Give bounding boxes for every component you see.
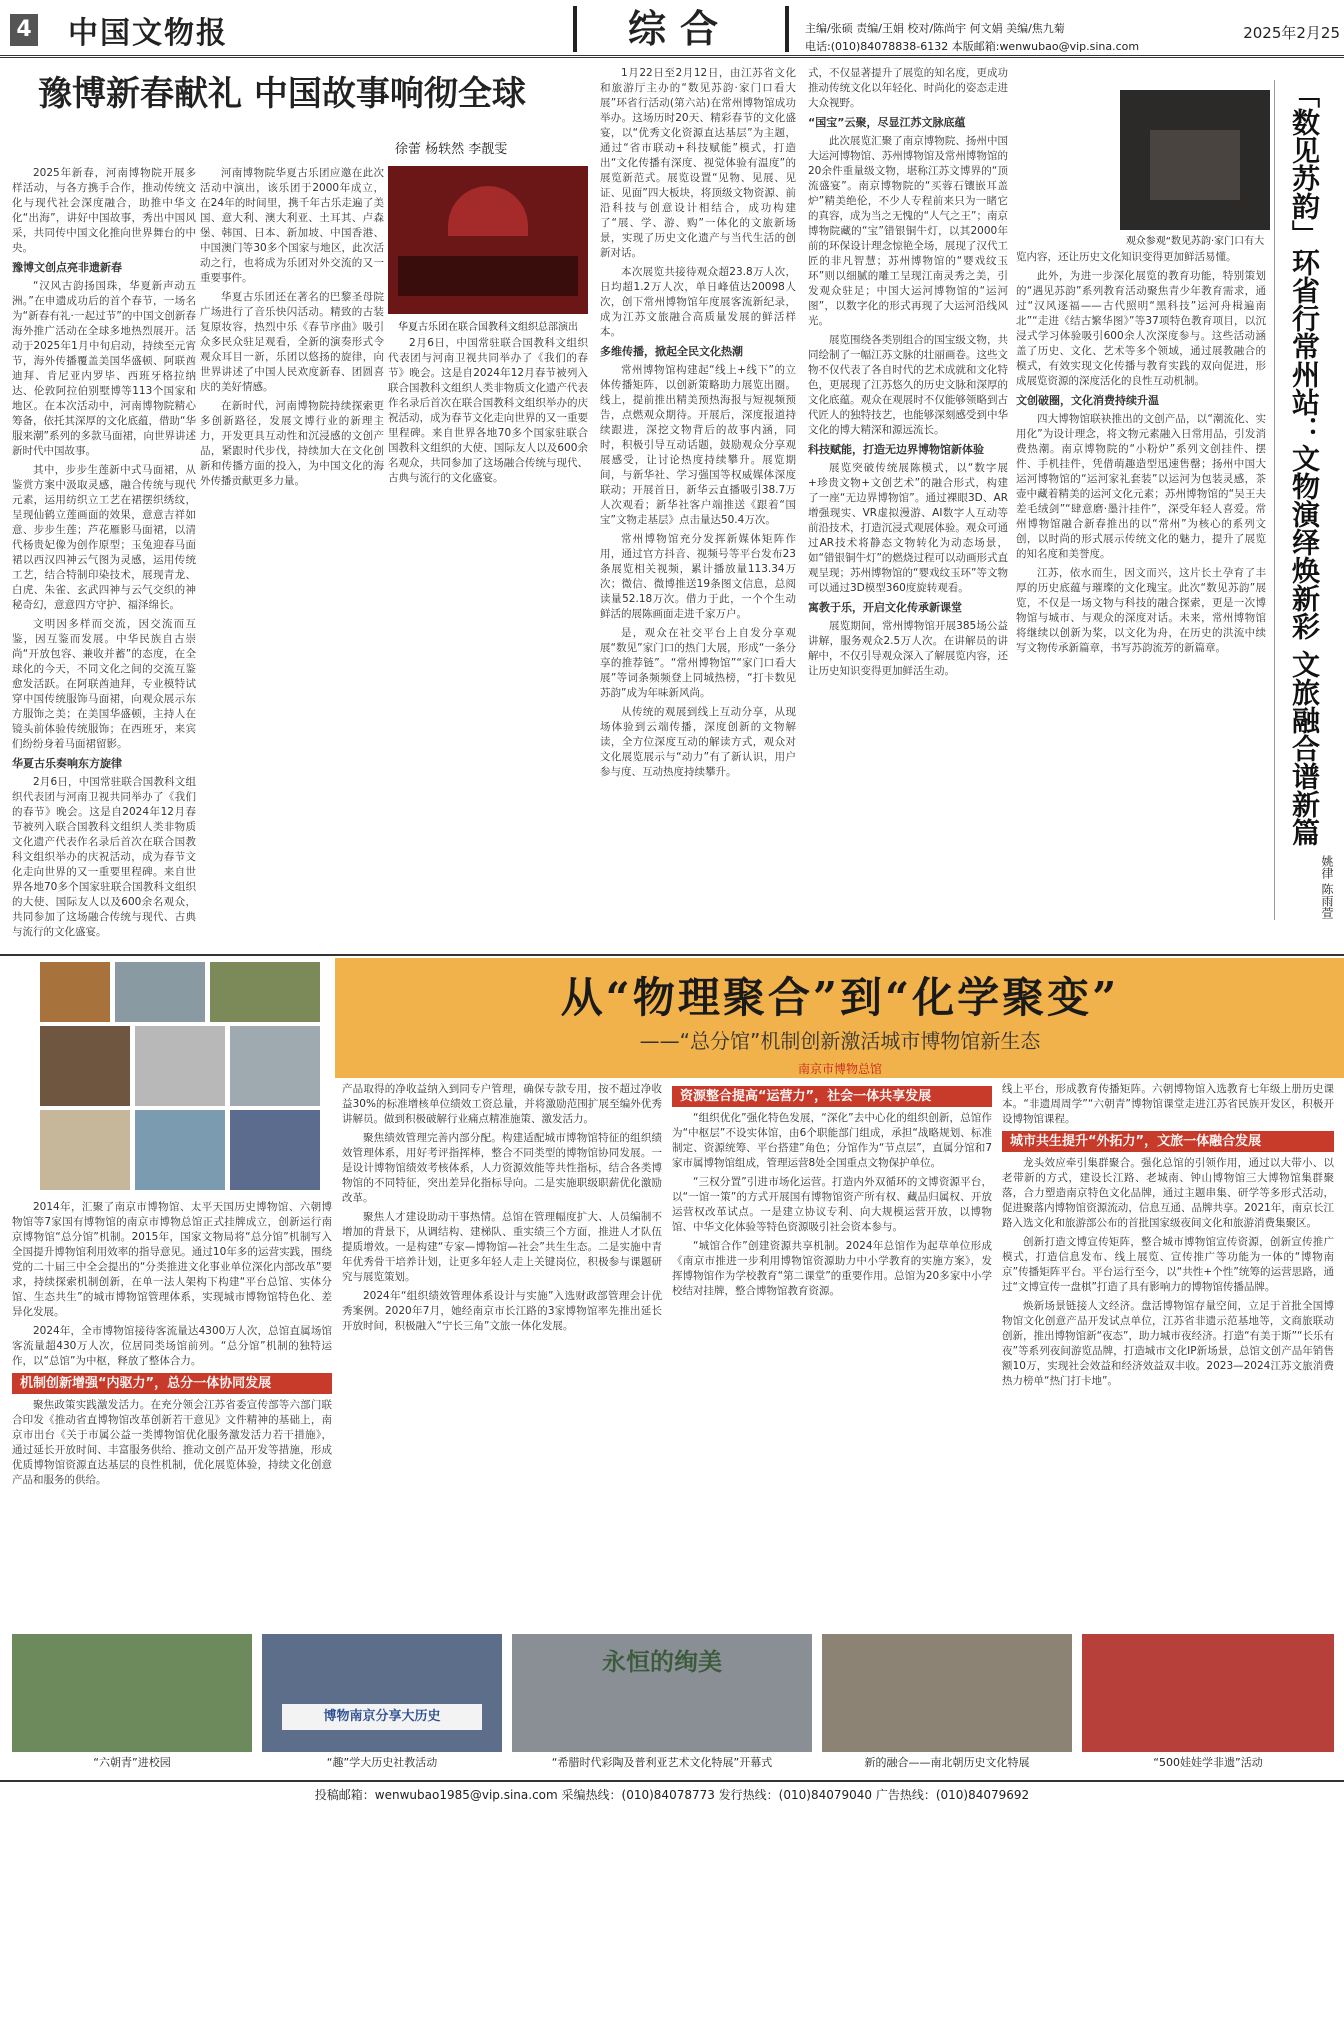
paper-name: 中国文物报 xyxy=(68,16,228,48)
divider xyxy=(573,6,577,52)
divider xyxy=(785,6,789,52)
paragraph: 此次展览汇聚了南京博物院、扬州中国大运河博物馆、苏州博物馆及常州博物馆的20余件重量级文物，堪称江苏文博界的“顶流盛宴”。南京博物院的“买蓉石镶嵌耳盖炉”精美绝伦，不少人专程前来只为一睹它的真容，成为当之无愧的“人气之王”；南京博物院藏的“宝”错银铜牛灯，以其2000年前的环保设计理念惊艳全场，展现了汉代工匠的非凡智慧；苏州博物馆的“婴戏纹玉环”则以细腻的雕工呈现江南灵秀之美，引发观众驻足；中国大运河博物馆的“运河图”，以数字化的形式再现了大运河沿线风光。 xyxy=(808,135,1008,327)
museum-photo xyxy=(230,1110,320,1190)
event-sign: 博物南京分享大历史 xyxy=(282,1704,482,1730)
museum-photo xyxy=(135,1026,225,1106)
contact-phone: 电话:(010)84078838-6132 本版邮箱:wenwubao@vip.sina.com xyxy=(805,40,1140,53)
paragraph: 常州博物馆充分发挥新媒体矩阵作用，通过官方抖音、视频号等平台发布23条展览相关视频，累计播放量113.34万次；微信、微博推送19条图文信息，总阅读量52.18万次。借力于此，一个个生动鲜活的展陈画面走进千家万户。 xyxy=(600,533,796,620)
paragraph: 展览期间，常州博物馆开展385场公益讲解，服务观众2.5万人次。在讲解员的讲解中，不仅引导观众深入了解展览内容，还让历史知识变得更加鲜活生动。 xyxy=(808,620,1008,677)
paragraph: 创新打造文博宣传矩阵，整合城市博物馆宣传资源，创新宣传推广模式，打造信息发布、线上展览、宣传推广等功能为一体的“博物南京”传播矩阵平台。平台运行至今，以“共性+个性”统筹的运营思路，通过“文博宣传一盘棋”打造了具有影响力的博物馆传播品牌。 xyxy=(1002,1236,1334,1293)
article-byline: 徐蕾 杨轶然 李靓雯 xyxy=(395,142,508,156)
section-name: 综合 xyxy=(627,6,732,51)
stage-floor xyxy=(398,256,578,296)
museum-photo xyxy=(115,962,205,1022)
heritage-event-photo xyxy=(1082,1634,1334,1752)
museum-photo xyxy=(135,1110,225,1190)
article-column xyxy=(12,166,196,956)
artifact-photo xyxy=(822,1634,1072,1752)
article-column xyxy=(1002,1082,1334,1622)
section-band: 城市共生提升“外拓力”，文旅一体融合发展 xyxy=(1002,1131,1334,1152)
paragraph: 此外，为进一步深化展览的教育功能，特别策划的“遇见苏韵”系列教育活动聚焦青少年教育需求，通过“汉风逐福——古代照明“黑科技”运河舟楫遍南北”“走进《结古繁华图》”等37项特色教育项目，以沉浸式学习体验吸引600余人次深度参与。这些活动涵盖了历史、文化、艺术等多个领域，通过展教融合的模式，有效实现文化传播与教育实践的双向促进，形成展览资源的深度活化的良性互动机制。 xyxy=(1016,270,1266,387)
paragraph: 其中，步步生莲新中式马面裙，从鉴赏方案中汲取灵感，融合传统与现代元素，运用纺织立工艺在裙摆织绣纹，呈现仙鹤立莲画面的效果，意意吉祥如意、步步生莲；芦花雁影马面裙，以清代杨贵妃像为创作原型；玉兔迎春马面裙以西汉四神云气图为灵感，运用传统工艺，结合特制印染技术，展现青龙、白虎、朱雀、玄武四神与云气交织的神秘奇幻，意意四方守护、福泽绵长。 xyxy=(12,464,196,611)
paragraph: 从传统的观展到线上互动分享，从现场体验到云端传播，深度创新的文物解读，全方位深度互动的解读方式，观众对文化展览展示与“动力”有了新认识，用户参与度、互动热度持续攀升。 xyxy=(600,706,796,778)
school-event-photo xyxy=(12,1634,252,1752)
masthead xyxy=(0,0,1344,58)
subheading: 豫博文创点亮非遗新春 xyxy=(12,261,122,274)
paragraph: 河南博物院华夏古乐团应邀在此次活动中演出，该乐团于2000年成立，在24年的时间里，携千年古乐走遍了美国、意大利、澳大利亚、土耳其、卢森堡、韩国、日本、新加坡、中国香港、中国澳门等30多个国家与地区，此次活动之行，也将成为乐团对外交流的又一重要事件。 xyxy=(200,167,384,284)
article-title: 豫博新春献礼 中国故事响彻全球 xyxy=(38,74,526,114)
divider xyxy=(0,954,1344,956)
paragraph: 四大博物馆联袂推出的文创产品，以“潮流化、实用化”为设计理念，将文物元素融入日常用品，引发消费热潮。南京博物院的“小粉炉”系列文创挂件、摆件、手机挂件，凭借萌趣造型迅速售罄；扬州中国大运河博物馆的“运河家礼套装”以运河为包装灵感，茶壶中藏着精美的运河文化元素；苏州博物馆的“吴王夫差毛绒剑”“肆意磨·墨汁挂件”，深受年轻人喜爱。常州博物馆融合新春推出的以“常州”为核心的系列文创，以时尚的形式展示传统文化的魅力，提升了展览的知名度和美誉度。 xyxy=(1016,413,1266,560)
paragraph: 江苏，依水而生，因文而兴，这片长土孕育了丰厚的历史底蕴与璀璨的文化瑰宝。此次“数见苏韵”展览，不仅是一场文物与科技的融合探索，更是一次博物馆与城市、与观众的深度对话。未来，常州博物馆将继续以创新为桨，以文化为舟，在历史的洪流中续写文物传承新篇章，书写苏韵流芳的新篇章。 xyxy=(1016,567,1266,654)
lead-paragraph: 2025年新春，河南博物院开展多样活动，与各方携手合作，推动传统文化与现代社会深度融合，助推中华文化“出海”，讲好中国故事，秀出中国风采，共同传中国文化推向世界舞台的中央。 xyxy=(12,167,196,254)
photo-caption: 华夏古乐团在联合国教科文组织总部演出 xyxy=(398,322,578,332)
paragraph: 产品取得的净收益纳入到同专户管理，确保专款专用，按不超过净收益30%的标准增核单位绩效工资总量，并将激励范围扩展至编外优秀讲解员。做到积极破解行业痛点精准施策、激发活力。 xyxy=(342,1083,662,1125)
article-column xyxy=(672,1082,992,1622)
paragraph: 本次展览共接待观众超23.8万人次，日均超1.2万人次，单日峰值达20098人次，创下常州博物馆年度展客流新纪录，成为江苏文旅融合高质量发展的鲜活样本。 xyxy=(600,266,796,338)
vertical-article-title: 「数见苏韵」环省行常州站：文物演绎焕新彩 文旅融合谱新篇 xyxy=(1274,80,1334,920)
footer-contacts: 投稿邮箱：wenwubao1985@vip.sina.com 采编热线：(010)84078773 发行热线：(010)84079040 广告热线：(010)84079692 xyxy=(0,1780,1344,1808)
paragraph: 1月22日至2月12日，由江苏省文化和旅游厅主办的“数见苏韵·家门口看大展”环省行活动(第六站)在常州博物馆成功举办。这场历时20天、精彩春节的文化盛宴，以“优秀文化资源直达基层”为主题，通过“省市联动+科技赋能”模式，打造出“文化传播有深度、视觉体验有温度”的展览新范式。展览设置“见物、见展、见证、见面”四大板块，将顶级文物资源、前沿科技与创意设计相结合，成功构建了“展、学、游、购”一体化的文旅新场景，实现了历史文化遗产与当代生活的创新对话。 xyxy=(600,67,796,259)
photo-caption: “六朝青”进校园 xyxy=(93,1756,171,1769)
subheading: 华夏古乐奏响东方旋律 xyxy=(12,757,122,770)
page-number: 4 xyxy=(10,14,38,46)
museum-photo xyxy=(40,962,110,1022)
museum-photo xyxy=(40,1026,130,1106)
museum-photo xyxy=(230,1026,320,1106)
paragraph: 线上平台，形成教育传播矩阵。六朝博物馆入选教育七年级上册历史课本。“非遗周周学”“六朝青”博物馆课堂走进江苏省民族开发区，积极开设博物馆课程。 xyxy=(1002,1083,1334,1125)
paragraph: 2月6日，中国常驻联合国教科文组织代表团与河南卫视共同举办了《我们的春节》晚会。这是自2024年12月春节被列入联合国教科文组织人类非物质文化遗产代表作名录后首次在联合国教科文组织举办的庆祝活动，成为春节文化走向世界的又一重要里程碑。来自世界各地70多个国家驻联合国教科文组织的大使、国际友人以及600余名观众，共同参加了这场融合传统与现代、古典与流行的文化盛宴。 xyxy=(12,776,196,938)
article-author: 姚律 陈雨萱 xyxy=(1320,855,1334,919)
article-column xyxy=(1016,250,1266,950)
paragraph: “三权分置”引进市场化运营。打造内外双循环的文博资源平台，以“一馆一策”的方式开展国有博物馆资产所有权、藏品归属权、开放运营权改革试点。一是建立协议专利、向大规模运营开放，以博物馆、中华文化体验等特色资源吸引社会资本参与。 xyxy=(672,1176,992,1233)
article-column xyxy=(200,166,384,956)
subheading: 科技赋能，打造无边界博物馆新体验 xyxy=(808,443,984,456)
paragraph: 聚焦政策实践激发活力。在充分领会江苏省委宣传部等六部门联合印发《推动省直博物馆改革创新若干意见》文件精神的基础上，南京市出台《关于市属公益一类博物馆优化服务激发活力若干措施》，通过延长开放时间、丰富服务供给、推动文创产品开发等措施，形成优质博物馆资源直达基层的良性机制，优化展览体验，持续文化创意产品和服务的供给。 xyxy=(12,1399,332,1486)
section-band: 机制创新增强“内驱力”，总分一体协同发展 xyxy=(12,1373,332,1394)
article-column xyxy=(600,66,796,956)
article-column xyxy=(808,66,1008,956)
photo-caption: “希腊时代彩陶及普利亚艺术文化特展”开幕式 xyxy=(551,1756,773,1769)
photo-caption: “趣”学大历史社教活动 xyxy=(326,1756,438,1769)
banner-author: 南京市博物总馆 xyxy=(797,1062,882,1076)
paragraph: 聚焦绩效管理完善内部分配。构建适配城市博物馆特征的组织绩效管理体系，用好考评指挥棒，整合不同类型的博物馆协同发展。一是设计博物馆绩效考核体系，人力资源效能等共性指标，结合各类博物馆的不同特征，突出差异化指标导向。二是实施职级职薪优化激励改革。 xyxy=(342,1132,662,1204)
subheading: “国宝”云聚，尽显江苏文脉底蕴 xyxy=(808,116,966,129)
paragraph: 2月6日，中国常驻联合国教科文组织代表团与河南卫视共同举办了《我们的春节》晚会。这是自2024年12月春节被列入联合国教科文组织人类非物质文化遗产代表作名录后首次在联合国教科文组织举办的庆祝活动，成为春节文化走向世界的又一重要里程碑。来自世界各地70多个国家驻联合国教科文组织的大使、国际友人以及600余名观众，共同参加了这场融合传统与现代、古典与流行的文化盛宴。 xyxy=(388,337,588,484)
paragraph: 文明因多样而交流，因交流而互鉴，因互鉴而发展。中华民族自古崇尚“开放包容、兼收并蓄”的态度，在全球化的今天，不同文化之间的交流互鉴愈发活跃。在阿联酋迪拜，专业模特试穿中国传统服饰马面裙，向观众展示东方服饰之美；在美国华盛顿，主持人在镜头前体验传统服饰；在西班牙，来宾们纷纷身着马面裙留影。 xyxy=(12,618,196,750)
exhibition-photo xyxy=(1120,90,1270,230)
stage-backdrop xyxy=(448,186,528,236)
museum-photo xyxy=(40,1110,130,1190)
paragraph: 式，不仅显著提升了展览的知名度，更成功推动传统文化以年轻化、时尚化的姿态走进大众视野。 xyxy=(808,67,1008,109)
paragraph: 龙头效应牵引集群聚合。强化总馆的引领作用，通过以大带小、以老带新的方式，建设长江路、老城南、钟山博物馆三大博物馆集群聚落，合力塑造南京特色文化品牌，通过主题串集、研学等多形式活动，促进聚落内博物馆资源流动，信息互通、品牌共享。2021年，南京长江路入选文化和旅游部公布的首批国家级夜间文化和旅游消费集聚区。 xyxy=(1002,1157,1334,1229)
paragraph: 展览突破传统展陈模式，以“数字展+珍贵文物+文创艺术”的融合形式，构建了一座“无边界博物馆”。通过裸眼3D、AR增强现实、VR虚拟漫游、AI数字人互动等前沿技术，打造沉浸式观展体验。观众可通过AR技术将静态文物转化为动态场景，如“错银铜牛灯”的燃烧过程可以动画形式直观呈现；苏州博物馆的“婴戏纹玉环”等文物可以通过3D模型360度旋转观看。 xyxy=(808,462,1008,594)
paragraph: 2024年，全市博物馆接待客流量达4300万人次，总馆直属场馆客流量超430万人次，位居同类场馆前列。“总分馆”机制的独特运作，以“总馆”为中枢，释放了整体合力。 xyxy=(12,1325,332,1367)
subheading: 寓教于乐，开启文化传承新课堂 xyxy=(808,601,962,614)
museum-photo xyxy=(210,962,320,1022)
subheading: 多维传播，掀起全民文化热潮 xyxy=(600,345,743,358)
photo-caption: 观众参观“数见苏韵·家门口有大 xyxy=(1125,236,1265,246)
paragraph: 在新时代，河南博物院持续探索更多创新路径，发展文博行业的新理主力，开发更具互动性和沉浸感的文创产品，紧跟时代步伐，持续加大在文化创新和传播方面的投入，为中国文化的海外传播贡献更多力量。 xyxy=(200,400,384,487)
paragraph: 聚焦人才建设助动干事热情。总馆在管理幅度扩大、人员编制不增加的背景下，从调结构、建梯队、重实绩三个方面，推进人才队伍提质增效。一是构建“专家—博物馆—社会”共生生态。二是实施中青年优秀骨干培养计划，让更多年轻人走上关键岗位，积极参与课题研究与展览策划。 xyxy=(342,1211,662,1283)
section-band: 资源整合提高“运营力”，社会一体共享发展 xyxy=(672,1086,992,1107)
issue-date: 2025年2月25 xyxy=(1243,24,1340,42)
paragraph: 是，观众在社交平台上自发分享观展“数见”家门口的热门大展，形成“一条分享的推荐链”。“常州博物馆”“家门口看大展”等词条频频登上同城热榜，“打卡数见苏韵”成为年味新风尚。 xyxy=(600,627,796,699)
paragraph: 焕新场景链接人文经济。盘活博物馆存量空间，立足于首批全国博物馆文化创意产品开发试点单位，江苏省非遗示范基地等，文商旅联动创新，推出博物馆新“夜态”，助力城市夜经济。打造“有美于斯”“长乐有夜”等系列夜间游览品牌，打造城市文化IP新场景，总馆文创产品年销售额10万，实现社会效益和经济效益双丰收。2023—2024江苏文旅消费热力榜单“热门打卡地”。 xyxy=(1002,1300,1334,1387)
paragraph: 展览围绕各类别组合的国宝级文物，共同绘制了一幅江苏文脉的壮丽画卷。这些文物不仅代表了各自时代的艺术成就和文化特色，更展现了江苏悠久的历史文脉和深厚的文化底蕴。观众在观展时不仅能够领略到古代匠人的独特技艺，也能够深刻感受到中华文化的博大精深和源远流长。 xyxy=(808,334,1008,436)
performance-photo xyxy=(388,166,588,314)
paragraph: 2014年，汇聚了南京市博物馆、太平天国历史博物馆、六朝博物馆等7家国有博物馆的南京市博物总馆正式挂牌成立，创新运行南京博物馆“总分馆”机制。2015年，国家文物局将“总分馆”机制写入全国提升博物馆利用效率的指导意见。通过10年多的运营实践，围绕党的二十届三中全会提出的“分类推进文化事业单位深化内部改革”要求，持续探索机制创新，在单一法人架构下构建“平台总馆、实体分馆、生态共生”的城市博物馆管理体系，实现城市博物馆特色化、差异化发展。 xyxy=(12,1201,332,1318)
exhibition-opening-photo xyxy=(512,1634,812,1752)
paragraph: 常州博物馆构建起“线上+线下”的立体传播矩阵，以创新策略助力展览出圈。线上，提前推出精美预热海报与短视频预告，点燃观众期待。开展后，深度报道持续跟进，深挖文物背后的故事内涵，同时，积极引导互动话题，鼓励观众分享观展感受，让讨论热度持续攀升。展览期间，与新华社、学习强国等权威媒体深度联动；开展首日，新华云直播吸引38.7万人次观看；新华社客户端推送《跟着“国宝”文物走基层》点击量达50.4万次。 xyxy=(600,364,796,526)
paragraph: 览内容，还让历史文化知识变得更加鲜活易懂。 xyxy=(1016,251,1237,263)
article-column xyxy=(388,336,588,956)
subheading: 文创破圈，文化消费持续升温 xyxy=(1016,394,1159,407)
paragraph: 2024年“组织绩效管理体系设计与实施”入选财政部管理会计优秀案例。2020年7月，她经南京市长江路的3家博物馆率先推出延长开放时间，积极融入“宁长三角”文旅一体化发展。 xyxy=(342,1290,662,1332)
photo-caption: 新的融合——南北朝历史文化特展 xyxy=(864,1756,1030,1769)
editor-credits: 主编/张硕 责编/王娟 校对/陈尚宇 何文娟 美编/焦九菊 xyxy=(805,22,1065,35)
banner-subtitle: ——“总分馆”机制创新激活城市博物馆新生态 xyxy=(639,1029,1041,1053)
article-column xyxy=(12,1200,332,1620)
paragraph: “汉风古韵扬国珠，华夏新声动五洲。”在申遗成功后的首个春节，一场名为“新春有礼·一起过节”的中国文创新春海外推广活动在全球多地热烈展开。活动于2025年1月中旬启动，持续至元宵节，海外传播覆盖美国华盛顿、阿联酋迪拜、肯尼亚内罗毕、西班牙格拉纳达、伦敦阿拉伯别墅博等113个国家和地区。在本次活动中，河南博物院精心筹备，依托其深厚的文化底蕴，借助“华服来潮”系列的多款马面裙，向世界讲述新时代中国故事。 xyxy=(12,280,196,457)
paragraph: “组织优化”强化特色发展，“深化”去中心化的组织创新，总馆作为“中枢层”不设实体馆，由6个职能部门组成，承担“战略规划、标准制定、资源统筹、平台搭建”角色；分馆作为“节点层”，直属分馆和7家市属博物馆组成，管理运营8处全国重点文物保护单位。 xyxy=(672,1112,992,1169)
education-event-photo xyxy=(262,1634,502,1752)
paragraph: 华夏古乐团还在著名的巴黎圣母院广场进行了音乐快闪活动。精致的古装复原妆容，热烈中乐《春节序曲》吸引众多民众驻足观看，全新的演奏形式令观众耳目一新，乐团以悠扬的旋律，向世界讲述了中国人民欢度新春、团圆喜庆的美好情感。 xyxy=(200,291,384,393)
display-case xyxy=(1150,130,1240,200)
banner-title: 从“物理聚合”到“化学聚变” xyxy=(560,973,1120,1021)
photo-caption: “500娃娃学非遗”活动 xyxy=(1153,1756,1263,1769)
article-column xyxy=(342,1082,662,1622)
exhibition-sign: 永恒的绚美 xyxy=(602,1647,722,1676)
paragraph: “城馆合作”创建资源共享机制。2024年总馆作为起草单位形成《南京市推进一步利用博物馆资源助力中小学教育的实施方案》，发挥博物馆作为学校教育“第二课堂”的重要作用。总馆为20多家中小学校结对挂牌，整合博物馆教育资源。 xyxy=(672,1240,992,1297)
